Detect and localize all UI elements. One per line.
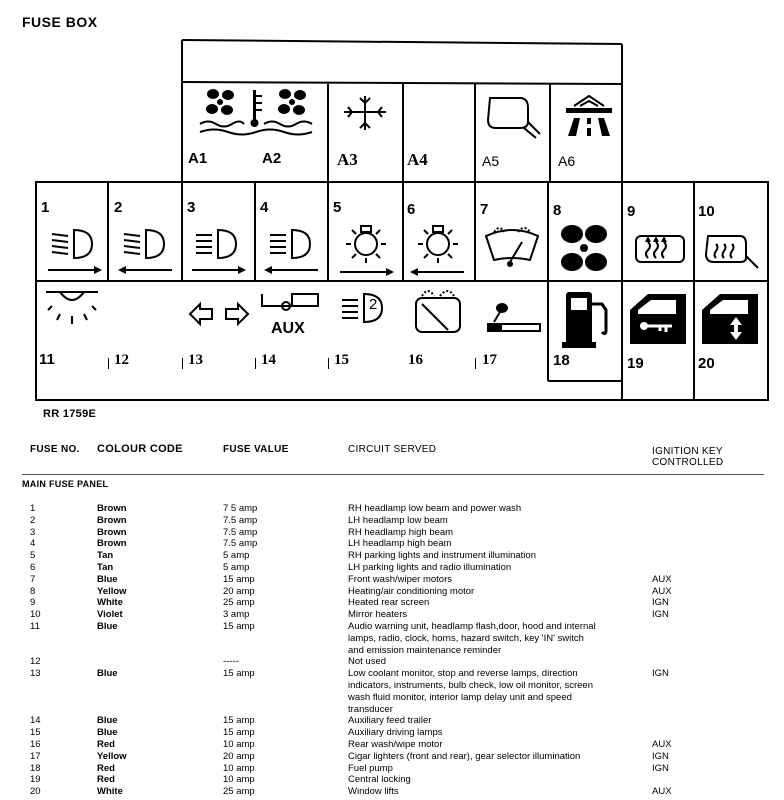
- circuit-cell: RH headlamp high beam: [348, 526, 454, 538]
- headlamp-high-beam-right-icon: [188, 224, 248, 276]
- fuse-value-cell: 15 amp: [223, 715, 255, 727]
- fuse-label-1: 1: [41, 199, 50, 216]
- fuse-value-cell: 15 amp: [223, 727, 255, 739]
- table-row: [0, 668, 784, 715]
- circuit-cell: Auxiliary driving lamps: [348, 727, 443, 739]
- colour-code-cell: Violet: [97, 609, 123, 621]
- fuse-value-cell: 5 amp: [223, 561, 250, 573]
- fuse-label-6: 6: [407, 201, 416, 218]
- circuit-cell: Front wash/wiper motors: [348, 573, 453, 585]
- ignition-cell: AUX: [652, 738, 672, 750]
- circuit-cell: Mirror heaters: [348, 609, 408, 621]
- fuse-value-cell: 7.5 amp: [223, 514, 258, 526]
- road-heater-icon: [562, 92, 616, 138]
- fuse-label-18: 18: [553, 352, 570, 369]
- direction-indicators-icon: [186, 300, 252, 328]
- fuse-label-16: 16: [408, 352, 423, 368]
- table-row: [0, 656, 784, 668]
- table-row: [0, 503, 784, 515]
- interior-lamp-icon: [40, 286, 104, 330]
- colour-code-cell: Brown: [97, 538, 127, 550]
- mirror-icon: [484, 92, 544, 140]
- ignition-cell: AUX: [652, 786, 672, 798]
- fuse-label-17: 17: [482, 352, 497, 368]
- circuit-cell: LH parking lights and radio illumination: [348, 561, 512, 573]
- colour-code-cell: Blue: [97, 573, 118, 585]
- colour-code-cell: Yellow: [97, 750, 127, 762]
- figure-reference: RR 1759E: [43, 408, 97, 420]
- fuse-number-cell: 15: [30, 727, 41, 739]
- fuse-number-cell: 19: [30, 774, 41, 786]
- header-divider: [22, 474, 764, 475]
- circuit-cell: RH headlamp low beam and power wash: [348, 503, 522, 514]
- table-row: [0, 515, 784, 527]
- fuse-label-5: 5: [333, 199, 342, 216]
- divider-tick: [255, 358, 256, 369]
- colour-code-cell: Blue: [97, 715, 118, 727]
- header-colour-code: COLOUR CODE: [97, 443, 183, 455]
- fuse-label-13: 13: [188, 352, 203, 368]
- ignition-cell: AUX: [652, 585, 672, 597]
- fuse-label-12: 12: [114, 352, 129, 368]
- colour-code-cell: White: [97, 786, 123, 798]
- table-row: [0, 763, 784, 775]
- aux-icon-label: AUX: [271, 320, 305, 337]
- fuse-label-14: 14: [261, 352, 276, 368]
- rear-wiper-icon: [408, 284, 468, 340]
- table-row: [0, 751, 784, 763]
- table-row: [0, 597, 784, 609]
- fuse-number-cell: 13: [30, 668, 41, 680]
- section-title: MAIN FUSE PANEL: [22, 479, 109, 489]
- fuse-value-cell: 7.5 amp: [223, 538, 258, 550]
- divider-tick: [475, 358, 476, 369]
- fuse-number-cell: 16: [30, 738, 41, 750]
- circuit-cell: RH parking lights and instrument illumination: [348, 550, 536, 562]
- colour-code-cell: Tan: [97, 561, 114, 573]
- circuit-cell: wash fluid monitor, interior lamp delay unit and speed: [348, 691, 572, 703]
- headlamp-low-beam-right-icon: [44, 224, 104, 276]
- colour-code-cell: Yellow: [97, 585, 127, 597]
- table-row: [0, 527, 784, 539]
- fuse-number-cell: 6: [30, 561, 36, 573]
- fuse-value-cell: 3 amp: [223, 609, 250, 621]
- circuit-cell: Heated rear screen: [348, 597, 430, 609]
- fuse-value-cell: 25 amp: [223, 597, 255, 609]
- table-row: [0, 538, 784, 550]
- ignition-cell: IGN: [652, 609, 669, 621]
- fuse-number-cell: 3: [30, 526, 36, 538]
- fuse-number-cell: 20: [30, 786, 41, 798]
- fuse-value-cell: 7.5 amp: [223, 526, 258, 538]
- fuse-number-cell: 1: [30, 503, 36, 514]
- cigar-lighter-icon: [482, 298, 544, 334]
- circuit-cell: LH headlamp high beam: [348, 538, 452, 550]
- fuse-label-9: 9: [627, 203, 636, 220]
- fuse-number-cell: 7: [30, 573, 36, 585]
- colour-code-cell: Red: [97, 774, 115, 786]
- fuse-value-cell: 20 amp: [223, 750, 255, 762]
- divider-tick: [328, 358, 329, 369]
- fuse-value-cell: 5 amp: [223, 550, 250, 562]
- fuse-number-cell: 18: [30, 762, 41, 774]
- fuse-label-4: 4: [260, 199, 269, 216]
- aux-label-a1: A1: [188, 150, 208, 167]
- header-circuit-served: CIRCUIT SERVED: [348, 444, 437, 455]
- table-row: [0, 774, 784, 786]
- fuse-value-cell: 15 amp: [223, 620, 255, 632]
- fuse-label-11: 11: [39, 351, 55, 368]
- central-locking-icon: [626, 290, 690, 348]
- table-row: [0, 609, 784, 621]
- fuse-label-7: 7: [480, 201, 489, 218]
- table-row: [0, 739, 784, 751]
- fuel-pump-icon: [558, 288, 618, 350]
- circuit-cell: transducer: [348, 703, 393, 715]
- header-controlled: CONTROLLED: [652, 457, 724, 468]
- table-row: [0, 550, 784, 562]
- colour-code-cell: Blue: [97, 620, 118, 632]
- fan-icon: [556, 222, 612, 274]
- fuse-value-cell: 7 5 amp: [223, 503, 258, 514]
- table-row: [0, 586, 784, 598]
- fuse-label-2: 2: [114, 199, 123, 216]
- fuse-number-cell: 4: [30, 538, 36, 550]
- circuit-cell: Central locking: [348, 774, 411, 786]
- fuse-number-cell: 5: [30, 550, 36, 562]
- parking-light-right-icon: [334, 218, 398, 278]
- ignition-cell: IGN: [652, 597, 669, 609]
- divider-tick: [182, 358, 183, 369]
- fuse-number-cell: 10: [30, 609, 41, 621]
- circuit-cell: Heating/air conditioning motor: [348, 585, 475, 597]
- colour-code-cell: White: [97, 597, 123, 609]
- fuse-table: [0, 503, 784, 798]
- ignition-cell: IGN: [652, 668, 669, 680]
- circuit-cell: Cigar lighters (front and rear), gear selector illumination: [348, 750, 581, 762]
- driving-lamp-icon: [334, 290, 394, 326]
- aux-label-a5: A5: [482, 153, 500, 169]
- fuse-value-cell: 15 amp: [223, 573, 255, 585]
- divider-tick: [108, 358, 109, 369]
- header-fuse-value: FUSE VALUE: [223, 444, 289, 455]
- window-lift-icon: [698, 290, 762, 348]
- table-row: [0, 621, 784, 656]
- fuse-number-cell: 9: [30, 597, 36, 609]
- heated-rear-screen-icon: [632, 232, 688, 268]
- aux-label-a4: A4: [407, 150, 428, 169]
- heated-mirror-icon: [702, 228, 762, 272]
- aux-label-a6: A6: [558, 153, 576, 169]
- table-row: [0, 715, 784, 727]
- colour-code-cell: Brown: [97, 514, 127, 526]
- headlamp-high-beam-left-icon: [262, 224, 322, 276]
- fan-thermometer-icon: [198, 86, 318, 138]
- table-row: [0, 727, 784, 739]
- fuse-value-cell: 10 amp: [223, 738, 255, 750]
- colour-code-cell: Red: [97, 738, 115, 750]
- colour-code-cell: Red: [97, 762, 115, 774]
- colour-code-cell: Blue: [97, 668, 118, 680]
- fuse-value-cell: 10 amp: [223, 774, 255, 786]
- fuse-number-cell: 17: [30, 750, 41, 762]
- page-title: FUSE BOX: [22, 14, 98, 30]
- fuse-label-20: 20: [698, 355, 715, 372]
- colour-code-cell: Tan: [97, 550, 114, 562]
- colour-code-cell: Brown: [97, 526, 127, 538]
- circuit-cell: and emission maintenance reminder: [348, 644, 502, 656]
- header-ignition-key: IGNITION KEY: [652, 446, 723, 457]
- fuse-label-19: 19: [627, 355, 644, 372]
- fuse-number-cell: 12: [30, 656, 41, 668]
- fuse-value-cell: 25 amp: [223, 786, 255, 798]
- fuse-number-cell: 11: [30, 620, 40, 632]
- circuit-cell: Rear wash/wipe motor: [348, 738, 443, 750]
- fuse-value-cell: 10 amp: [223, 762, 255, 774]
- circuit-cell: lamps, radio, clock, horns, hazard switch, key 'IN' switch: [348, 632, 584, 644]
- headlamp-low-beam-left-icon: [116, 224, 176, 276]
- fuse-value-cell: -----: [223, 656, 239, 668]
- ignition-cell: AUX: [652, 573, 672, 585]
- driving-lamp-number: 2: [369, 296, 378, 313]
- ignition-cell: IGN: [652, 750, 669, 762]
- aux-label-a2: A2: [262, 150, 282, 167]
- fuse-label-3: 3: [187, 199, 196, 216]
- circuit-cell: indicators, instruments, bulb check, low oil monitor, screen: [348, 679, 593, 691]
- circuit-cell: Not used: [348, 656, 387, 668]
- fuse-label-8: 8: [553, 202, 562, 219]
- fuse-number-cell: 14: [30, 715, 41, 727]
- table-row: [0, 562, 784, 574]
- fuse-number-cell: 8: [30, 585, 36, 597]
- fuse-number-cell: 2: [30, 514, 36, 526]
- colour-code-cell: Brown: [97, 503, 127, 514]
- colour-code-cell: Blue: [97, 727, 118, 739]
- fuse-value-cell: 20 amp: [223, 585, 255, 597]
- trailer-aux-icon: [258, 290, 324, 312]
- circuit-cell: Audio warning unit, headlamp flash,door, hood and internal: [348, 620, 596, 632]
- header-fuse-no: FUSE NO.: [30, 444, 80, 455]
- circuit-cell: LH headlamp low beam: [348, 514, 448, 526]
- ignition-cell: IGN: [652, 762, 669, 774]
- defrost-icon: [340, 92, 390, 134]
- circuit-cell: Window lifts: [348, 786, 399, 798]
- fuse-value-cell: 15 amp: [223, 668, 255, 680]
- aux-label-a3: A3: [337, 150, 358, 169]
- table-row: [0, 574, 784, 586]
- circuit-cell: Auxiliary feed trailer: [348, 715, 432, 727]
- parking-light-left-icon: [406, 218, 470, 278]
- circuit-cell: Low coolant monitor, stop and reverse lamps, direction: [348, 668, 578, 680]
- windscreen-wiper-icon: [480, 218, 544, 274]
- fuse-label-15: 15: [334, 352, 349, 368]
- fuse-label-10: 10: [698, 203, 715, 220]
- table-row: [0, 786, 784, 798]
- circuit-cell: Fuel pump: [348, 762, 393, 774]
